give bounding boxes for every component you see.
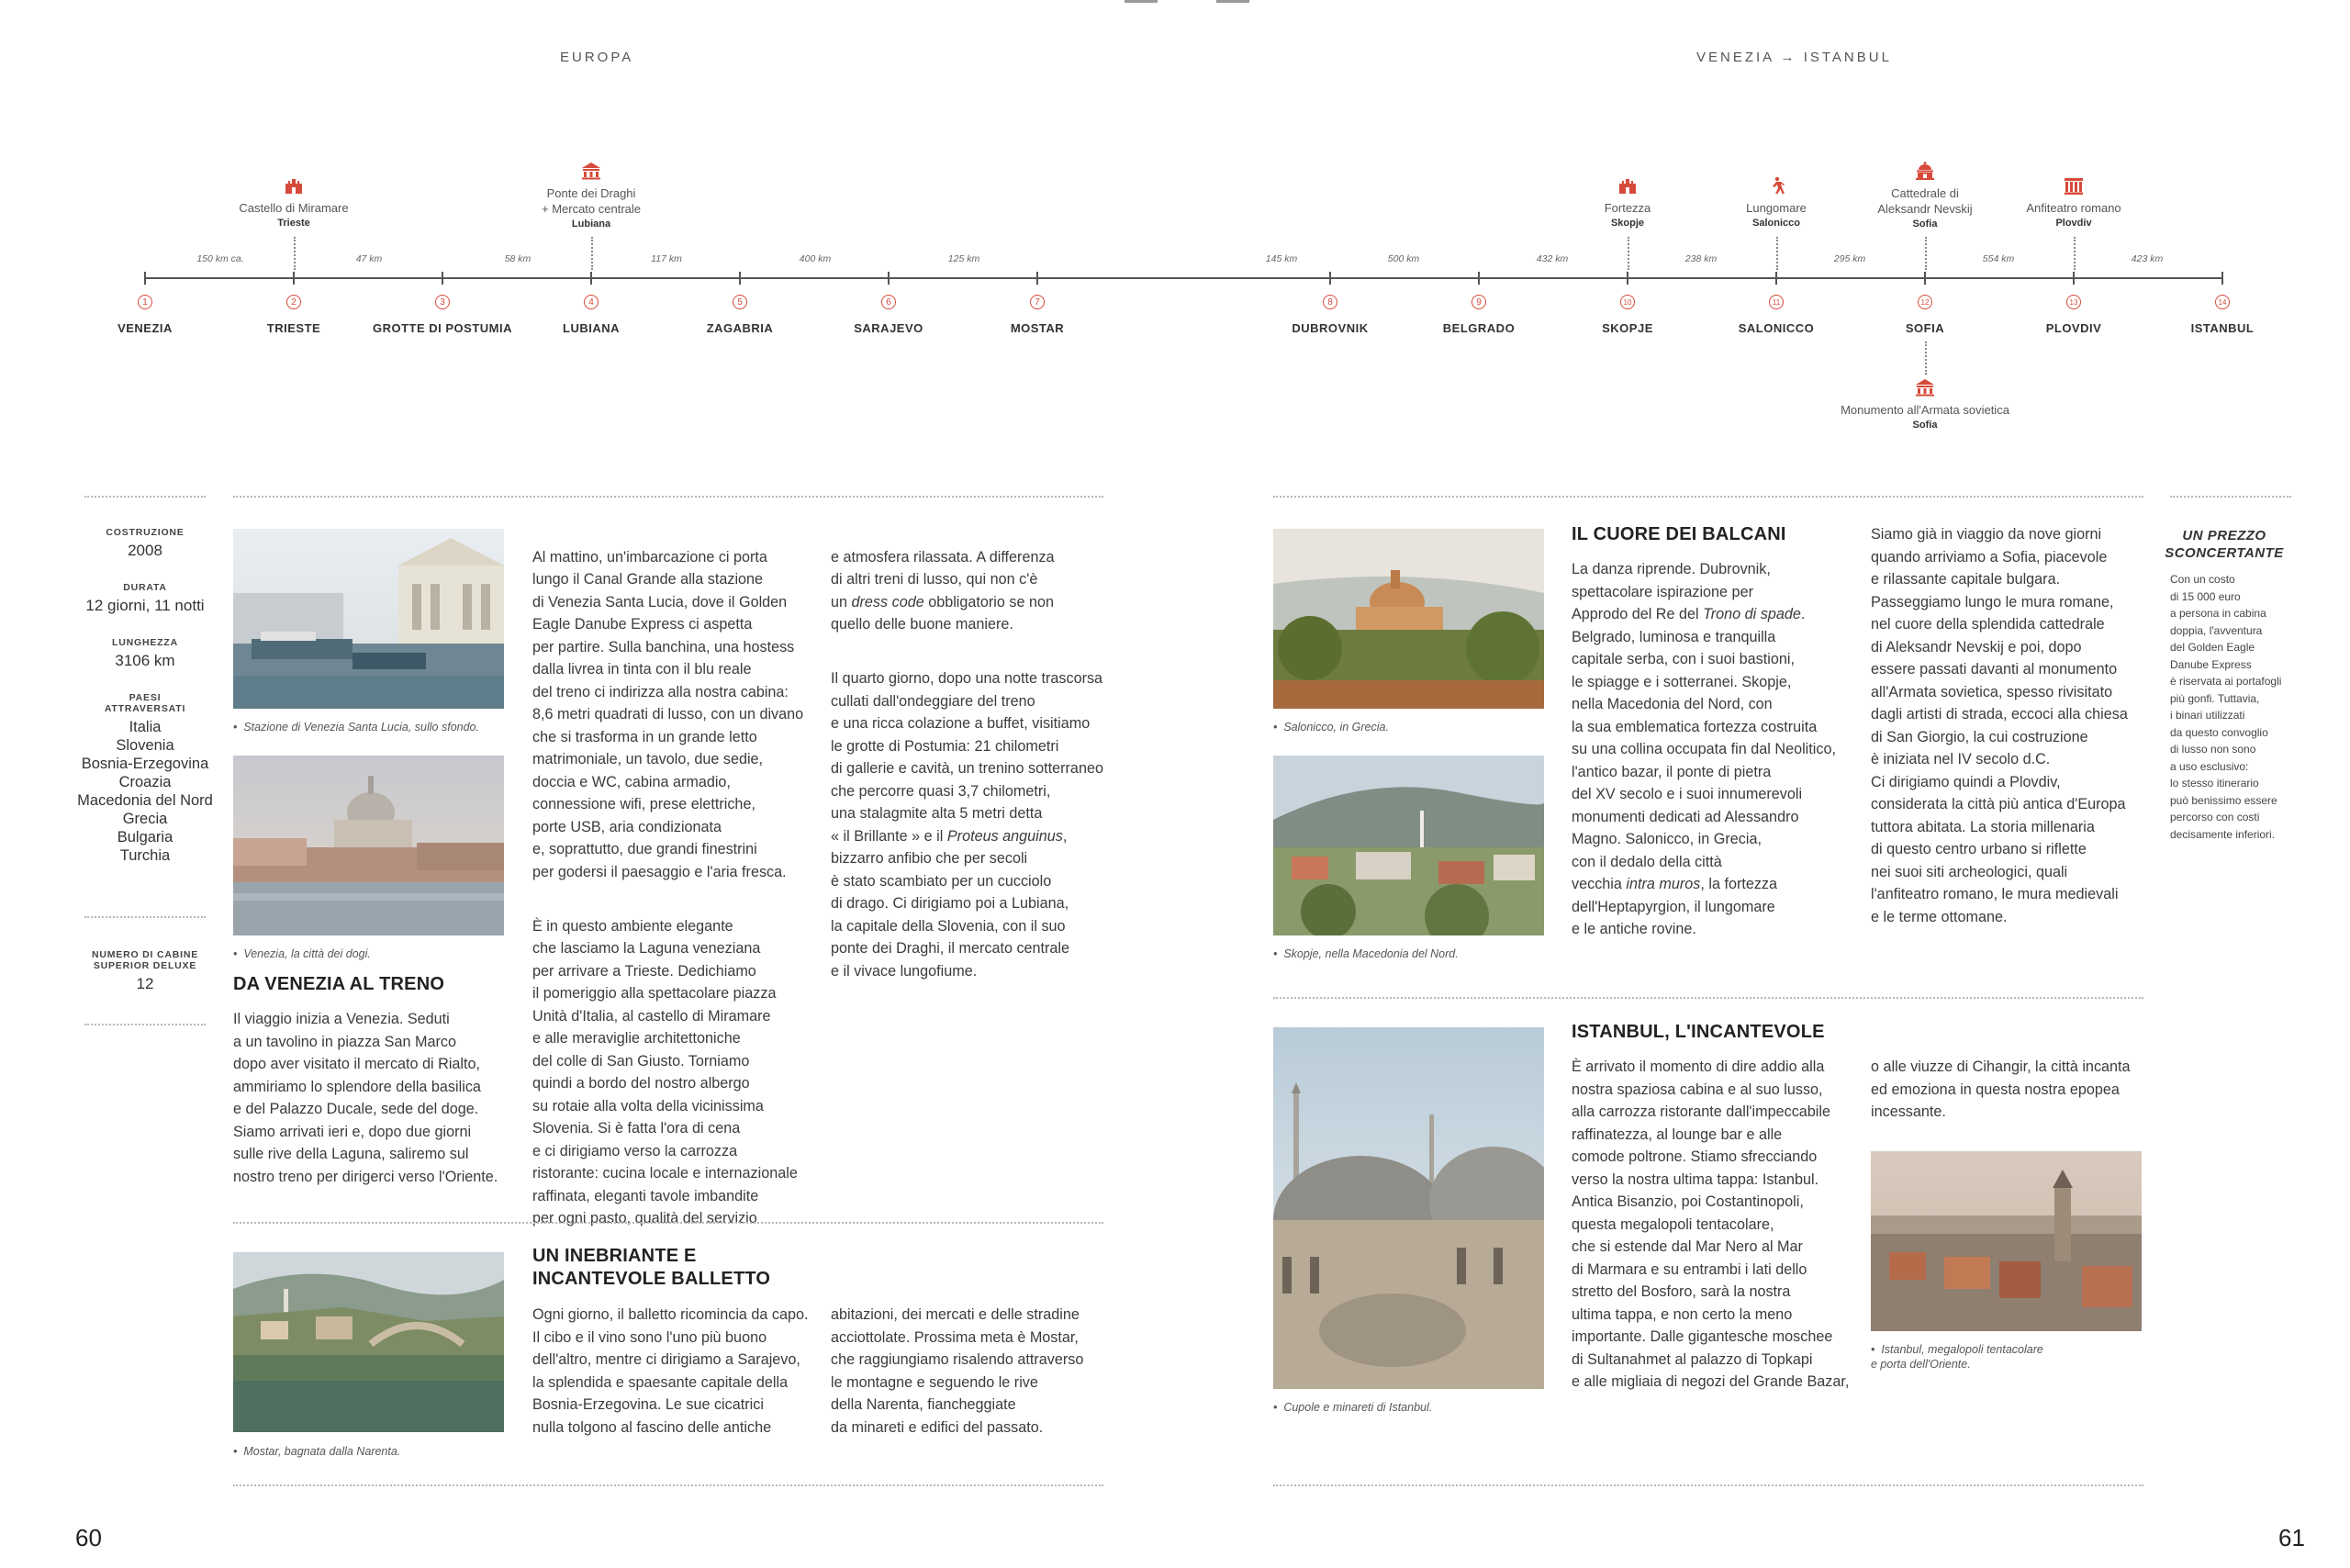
stop-name: ISTANBUL xyxy=(2190,321,2255,335)
poi-connector xyxy=(1925,237,1927,270)
paragraph: Ogni giorno, il balletto ricomincia da capo. Il cibo e il vino sono l'uno più buono dell'altro, mentre ci dirigiamo a Sarajevo, la splendida e spaesante capitale della Bosnia-Erzegovina. Le sue cicatrici nulla tolgono al fascino delle antiche xyxy=(532,1306,809,1436)
section-divider xyxy=(1273,1484,2143,1486)
text-balletto-1 xyxy=(532,1304,817,1439)
photo-salonicco xyxy=(1273,529,1544,709)
poi-name: Fortezza xyxy=(1604,201,1651,215)
paragraph: È in questo ambiente elegante che lasciamo la Laguna veneziana per arrivare a Trieste. Dedichiamo il pomeriggio alla spettacolare piazza Unità d'Italia, al castello di Miramare e alle meraviglie architettoniche del colle di San Giusto. Torniamo quindi a bordo del nostro albergo su rotaie alla volta della vicinissima Slovenia. Si è fatta l'ora di cena e ci dirigiamo verso la carrozza ristorante: cucina locale e internazionale raffinata, eleganti tavole imbandite per ogni pasto, qualità del servizio xyxy=(532,917,798,1226)
caption-text: Skopje, nella Macedonia del Nord. xyxy=(1283,947,1459,960)
paragraph: È arrivato il momento di dire addio alla nostra spaziosa cabina e al suo lusso, alla carrozza ristorante dall'impeccabile raffinatezza, al lounge bar e alle comode poltrone. Stiamo sfrecciando verso la nostra ultima tappa: Istanbul. Antica Bisanzio, poi Costantinopoli, questa megalopoli tentacolare, che si estende dal Mar Nero al Mar di Marmara e su entrambi i lati dello stretto del Bosforo, sarà la nostra ultima tappa, e non certo la meno importante. Dalle gigantesche moschee di Sultanahmet al palazzo di Topkapi e alle migliaia di negozi del Grande Bazar, xyxy=(1572,1058,1850,1390)
stop-number: 8 xyxy=(1323,295,1337,309)
section-divider xyxy=(233,1484,1103,1486)
distance-label: 400 km xyxy=(799,253,832,264)
stop-name: SARAJEVO xyxy=(854,321,923,335)
caption-text: Venezia, la città dei dogi. xyxy=(243,947,371,960)
text-balcani-1 xyxy=(1572,558,1856,941)
distance-label: 47 km xyxy=(355,253,383,264)
distance-label: 117 km xyxy=(651,253,682,264)
poi-name: Ponte dei Draghi + Mercato centrale xyxy=(541,186,642,216)
header-route: VENEZIA → ISTANBUL xyxy=(1696,50,1892,65)
photo-venezia-dogi xyxy=(233,756,504,935)
heading-cuore-balcani: IL CUORE DEI BALCANI xyxy=(1572,524,1786,544)
stop-number: 5 xyxy=(733,295,747,309)
paragraph: o alle viuzze di Cihangir, la città incanta ed emoziona in questa nostra epopea incessante. xyxy=(1871,1058,2131,1120)
caption-text: Mostar, bagnata dalla Narenta. xyxy=(243,1445,401,1458)
paese-item: Macedonia del Nord xyxy=(77,792,213,809)
caption-venezia-dogi: • Venezia, la città dei dogi. xyxy=(233,947,371,960)
distance-label: 500 km xyxy=(1387,253,1420,264)
castle-icon xyxy=(1617,176,1638,195)
text-balcani-2 xyxy=(1871,523,2155,928)
stop-name: SALONICCO xyxy=(1738,321,1815,335)
stop-number: 2 xyxy=(286,295,301,309)
paragraph xyxy=(831,667,1115,982)
paese-item: Bosnia-Erzegovina xyxy=(81,756,209,772)
stop-number: 7 xyxy=(1030,295,1045,309)
amphitheatre-icon xyxy=(2064,176,2084,195)
page-number-right: 61 xyxy=(2278,1524,2305,1551)
poi-city: Sofia xyxy=(1912,420,1938,431)
paragraph xyxy=(831,546,1115,636)
distance-label: 145 km xyxy=(1265,253,1298,264)
poi-city: Trieste xyxy=(277,218,310,229)
durata-value: 12 giorni, 11 notti xyxy=(85,597,205,614)
distance-label: 58 km xyxy=(504,253,532,264)
photo-mostar xyxy=(233,1252,504,1432)
castle-icon xyxy=(284,176,304,195)
tick-14 xyxy=(2221,272,2223,285)
poi-city: Salonicco xyxy=(1752,218,1800,229)
poi-connector xyxy=(1776,237,1778,270)
walking-person-icon xyxy=(1766,176,1786,195)
text-run: Trono di spade xyxy=(1703,606,1801,622)
text-run: e atmosfera rilassata. A differenza di altri treni di lusso, qui non c'è un xyxy=(831,548,1055,610)
stop-name: VENEZIA xyxy=(118,321,173,335)
stop-name: SKOPJE xyxy=(1602,321,1653,335)
durata-label: DURATA xyxy=(123,582,167,593)
poi-monumento-armata xyxy=(1796,402,2053,433)
top-mark-right xyxy=(1216,0,1249,3)
caption-text: Stazione di Venezia Santa Lucia, sullo sfondo. xyxy=(243,721,479,734)
caption-mostar: • Mostar, bagnata dalla Narenta. xyxy=(233,1445,401,1458)
lunghezza-value: 3106 km xyxy=(115,652,175,669)
prezzo-text: Con un costo di 15 000 euro a persona in cabina doppia, l'avventura del Golden Eagle Danube Express è riservata ai portafogli più gonfi. Tuttavia, i binari utilizzati da questo convoglio di lusso non sono a uso esclusivo: lo stesso itinerario può benissimo essere percorso con costi decisamente inferiori. xyxy=(2170,573,2282,841)
stop-name: BELGRADO xyxy=(1442,321,1516,335)
stop-name: GROTTE DI POSTUMIA xyxy=(373,321,512,335)
photo-skopje xyxy=(1273,756,1544,935)
poi-city: Skopje xyxy=(1610,218,1645,229)
text-run: , bizzarro anfibio che per secoli è stato scambiato per un cucciolo di drago. Ci dirigiamo poi a Lubiana, la capitale della Slovenia, con il suo ponte dei Draghi, il mercato centrale e il vivace lungofiume. xyxy=(831,827,1070,980)
photo-istanbul-cupole xyxy=(1273,1027,1544,1389)
paesi-list xyxy=(62,718,228,865)
text-istanbul-1 xyxy=(1572,1056,1856,1394)
poi-connector xyxy=(591,237,593,270)
tick-10 xyxy=(1627,272,1628,285)
stop-number: 4 xyxy=(584,295,599,309)
photo-istanbul-megalopoli xyxy=(1871,1151,2142,1331)
timeline-line-right xyxy=(1304,277,2223,279)
paese-item: Grecia xyxy=(122,811,168,827)
text-run: . Belgrado, luminosa e tranquilla capitale serba, con i suoi bastioni, le spiagge e i sotterranei. Skopje, nella Macedonia del Nord, con la sua emblematica fortezza costruita su una collina occupata fin dal Neolitico, l'antico bazar, il ponte di pietra del XV secolo e i suoi innumerevoli monumenti dedicati ad Alessandro Magno. Salonicco, in Grecia, con il dedalo della città vecchia xyxy=(1572,606,1836,892)
stop-number: 10 xyxy=(1620,295,1635,309)
heading-istanbul: ISTANBUL, L'INCANTEVOLE xyxy=(1572,1022,1825,1042)
stop-name: ZAGABRIA xyxy=(706,321,774,335)
distance-label: 125 km xyxy=(947,253,980,264)
stop-number: 13 xyxy=(2066,295,2081,309)
tick-12 xyxy=(1924,272,1926,285)
tick-2 xyxy=(293,272,295,285)
stop-number: 14 xyxy=(2215,295,2230,309)
stop-number: 3 xyxy=(435,295,450,309)
sidebar-divider xyxy=(84,1024,206,1025)
distance-label: 432 km xyxy=(1536,253,1569,264)
sidebar-divider xyxy=(84,916,206,918)
stop-number: 11 xyxy=(1769,295,1784,309)
tick-9 xyxy=(1478,272,1480,285)
text-venezia-intro xyxy=(233,1008,509,1188)
heading-da-venezia: DA VENEZIA AL TRENO xyxy=(233,974,445,994)
distance-label: 554 km xyxy=(1982,253,2015,264)
monument-icon xyxy=(1915,378,1935,397)
poi-name: Anfiteatro romano xyxy=(2026,201,2121,215)
facts-sidebar xyxy=(62,527,228,865)
text-run: La danza riprende. Dubrovnik, spettacolare ispirazione per Approdo del Re del xyxy=(1572,561,1771,622)
poi-name: Castello di Miramare xyxy=(239,201,349,215)
poi-connector xyxy=(294,237,296,270)
poi-castello-miramare xyxy=(184,200,404,231)
distance-label: 150 km ca. xyxy=(196,253,244,264)
paragraph: abitazioni, dei mercati e delle stradine acciottolate. Prossima meta è Mostar, che raggiungiamo risalendo attraverso le montagne e seguendo le rive della Narenta, fiancheggiate da minareti e edifici del passato. xyxy=(831,1306,1084,1436)
caption-venezia-stazione: • Stazione di Venezia Santa Lucia, sullo sfondo. xyxy=(233,721,479,734)
paesi-label: PAESI ATTRAVERSATI xyxy=(104,692,186,714)
text-balletto-2 xyxy=(831,1304,1115,1439)
text-run: intra muros xyxy=(1626,876,1701,892)
page-number-left: 60 xyxy=(75,1524,102,1551)
stop-name: LUBIANA xyxy=(563,321,620,335)
tick-6 xyxy=(888,272,890,285)
text-run: , la fortezza dell'Heptapyrgion, il lungomare e le antiche rovine. xyxy=(1572,876,1778,937)
paese-item: Bulgaria xyxy=(117,829,173,846)
poi-connector xyxy=(1628,237,1629,270)
section-divider xyxy=(1273,496,2143,498)
stop-name: SOFIA xyxy=(1905,321,1945,335)
header-europa: EUROPA xyxy=(560,50,634,65)
poi-city: Lubiana xyxy=(571,218,611,230)
paese-item: Turchia xyxy=(119,847,171,864)
caption-text: Cupole e minareti di Istanbul. xyxy=(1283,1401,1433,1414)
poi-connector xyxy=(1925,342,1927,375)
text-run: obbligatorio se non quello delle buone maniere. xyxy=(831,593,1054,633)
tick-13 xyxy=(2073,272,2075,285)
paese-item: Italia xyxy=(129,719,162,735)
stop-number: 6 xyxy=(881,295,896,309)
paese-item: Croazia xyxy=(118,774,172,790)
paragraph: Il viaggio inizia a Venezia. Seduti a un tavolino in piazza San Marco dopo aver visitato il mercato di Rialto, ammiriamo lo splendore della basilica e del Palazzo Ducale, sede del doge. Siamo arrivati ieri e, dopo due giorni sulle rive della Laguna, saliremo sul nostro treno per dirigerci verso l'Oriente. xyxy=(233,1011,498,1185)
sidebar-divider xyxy=(2170,496,2291,498)
cabine-block xyxy=(62,949,228,993)
paragraph: Al mattino, un'imbarcazione ci porta lungo il Canal Grande alla stazione di Venezia Santa Lucia, dove il Golden Eagle Danube Express ci aspetta per partire. Sulla banchina, una hostess dalla livrea in tinta con il blu reale del treno ci indirizza alla nostra cabina: 8,6 metri quadrati di lusso, con un divano che si trasforma in un grande letto matrimoniale, un tavolo, due sedie, doccia e WC, cabina armadio, connessione wifi, prese elettriche, porte USB, aria condizionata e, soprattutto, due grandi finestrini per godersi il paesaggio e l'aria fresca. xyxy=(532,548,804,880)
stop-number: 12 xyxy=(1918,295,1932,309)
poi-name: Lungomare xyxy=(1746,201,1807,215)
stop-name: MOSTAR xyxy=(1010,321,1065,335)
distance-label: 295 km xyxy=(1833,253,1866,264)
poi-ponte-draghi xyxy=(481,185,701,232)
section-divider xyxy=(233,496,1103,498)
tick-7 xyxy=(1036,272,1038,285)
heading-balletto: UN INEBRIANTE E INCANTEVOLE BALLETTO xyxy=(532,1246,771,1289)
caption-text: Istanbul, megalopoli tentacolare e porta dell'Oriente. xyxy=(1871,1343,2043,1371)
cabine-label: NUMERO DI CABINE SUPERIOR DELUXE xyxy=(91,949,199,971)
costruzione-value: 2008 xyxy=(128,542,162,559)
distance-label: 238 km xyxy=(1684,253,1718,264)
sidebar-divider xyxy=(84,496,206,498)
stop-name: TRIESTE xyxy=(266,321,321,335)
poi-connector xyxy=(2074,237,2076,270)
poi-name: Cattedrale di Aleksandr Nevskij xyxy=(1877,186,1973,216)
photo-venezia-stazione xyxy=(233,529,504,709)
paese-item: Slovenia xyxy=(116,737,174,754)
stop-name: DUBROVNIK xyxy=(1292,321,1369,335)
stop-name: PLOVDIV xyxy=(2045,321,2102,335)
section-divider xyxy=(1273,997,2143,999)
stop-number: 1 xyxy=(138,295,152,309)
caption-salonicco: • Salonicco, in Grecia. xyxy=(1273,721,1389,734)
text-run: Il quarto giorno, dopo una notte trascorsa cullati dall'ondeggiare del treno e una ricca colazione a buffet, visitiamo le grotte di Postumia: 21 chilometri di gallerie e cavità, un trenino sotterraneo che percorre quasi 3,7 chilometri, una stalagmite alta 5 metri detta « il Brillante » e il xyxy=(831,670,1103,845)
caption-istanbul-megalopoli: • Istanbul, megalopoli tentacolare e porta dell'Oriente. xyxy=(1871,1343,2043,1371)
prezzo-title: UN PREZZO SCONCERTANTE xyxy=(2165,528,2284,561)
text-istanbul-2 xyxy=(1871,1056,2155,1124)
caption-text: Salonicco, in Grecia. xyxy=(1283,721,1389,734)
paragraph: Siamo già in viaggio da nove giorni quando arriviamo a Sofia, piacevole e rilassante capitale bulgara. Passeggiamo lungo le mura romane, nel cuore della splendida cattedrale di Aleksandr Nevskij e poi, dopo essere passati davanti al monumento all'Armata sovietica, spesso rivisitato dagli artisti di strada, eccoci alla chiesa di San Giorgio, la cui costruzione è iniziata nel IV secolo d.C. Ci dirigiamo quindi a Plovdiv, considerata la città più antica d'Europa tuttora abitata. La storia millenaria di questo centro urbano si riflette nei suoi siti archeologici, quali l'anfiteatro romano, le mura medievali e le terme ottomane. xyxy=(1871,526,2128,925)
text-run: Proteus anguinus xyxy=(946,827,1063,845)
poi-city: Sofia xyxy=(1912,218,1938,230)
cathedral-icon xyxy=(1915,162,1935,180)
text-column-3 xyxy=(831,523,1115,1014)
text-run: dress code xyxy=(851,593,924,610)
top-mark-left xyxy=(1125,0,1158,3)
tick-8 xyxy=(1329,272,1331,285)
tick-4 xyxy=(590,272,592,285)
text-column-2 xyxy=(532,523,817,1261)
cabine-value: 12 xyxy=(136,975,154,992)
caption-skopje: • Skopje, nella Macedonia del Nord. xyxy=(1273,947,1459,960)
distance-label: 423 km xyxy=(2131,253,2164,264)
lunghezza-label: LUNGHEZZA xyxy=(112,637,178,648)
stop-number: 9 xyxy=(1472,295,1486,309)
poi-anfiteatro xyxy=(1964,200,2184,231)
tick-5 xyxy=(739,272,741,285)
tick-3 xyxy=(442,272,443,285)
section-divider xyxy=(233,1222,1103,1224)
tick-11 xyxy=(1775,272,1777,285)
costruzione-label: COSTRUZIONE xyxy=(106,527,185,538)
tick-1 xyxy=(144,272,146,285)
caption-istanbul-cupole: • Cupole e minareti di Istanbul. xyxy=(1273,1401,1433,1414)
monument-icon xyxy=(581,162,601,180)
poi-city: Plovdiv xyxy=(2055,218,2092,229)
poi-name: Monumento all'Armata sovietica xyxy=(1841,403,2009,417)
